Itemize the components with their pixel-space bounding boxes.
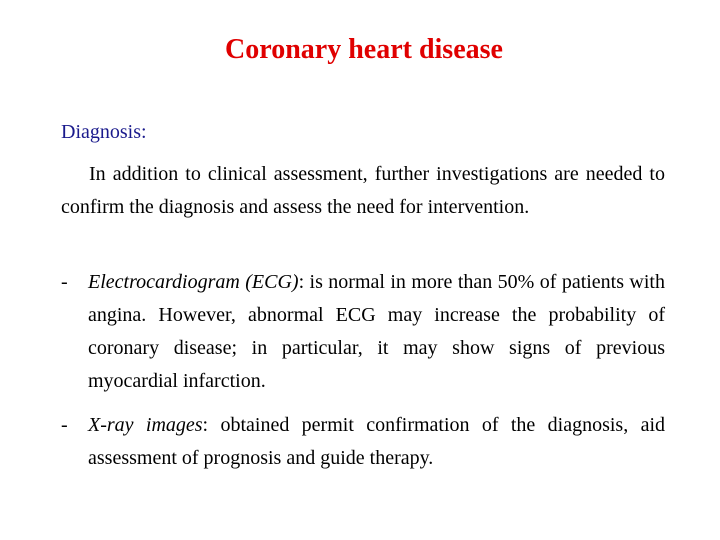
section-heading: Diagnosis: [61,121,147,143]
bullet-description: : obtained permit confirmation of the diagnosis, aid assessment of prognosis and guide therapy. [88,414,665,469]
bullet-text [88,266,665,398]
bullet-dash: - [61,271,68,293]
bullet-term: Electrocardiogram (ECG) [88,271,299,293]
bullet-item-xray [61,409,665,475]
bullet-item-ecg [61,266,665,398]
bullet-dash: - [61,414,68,436]
bullet-description: : is normal in more than 50% of patients with angina. However, abnormal ECG may increase the probability of coronary disease; in particular, it may show signs of previous myocardial infarction. [88,271,665,392]
intro-paragraph: In addition to clinical assessment, further investigations are needed to confirm the diagnosis and assess the need for intervention. [61,163,665,218]
slide-title: Coronary heart disease [225,34,503,65]
bullet-text [88,409,665,475]
bullet-term: X-ray images [88,414,203,436]
